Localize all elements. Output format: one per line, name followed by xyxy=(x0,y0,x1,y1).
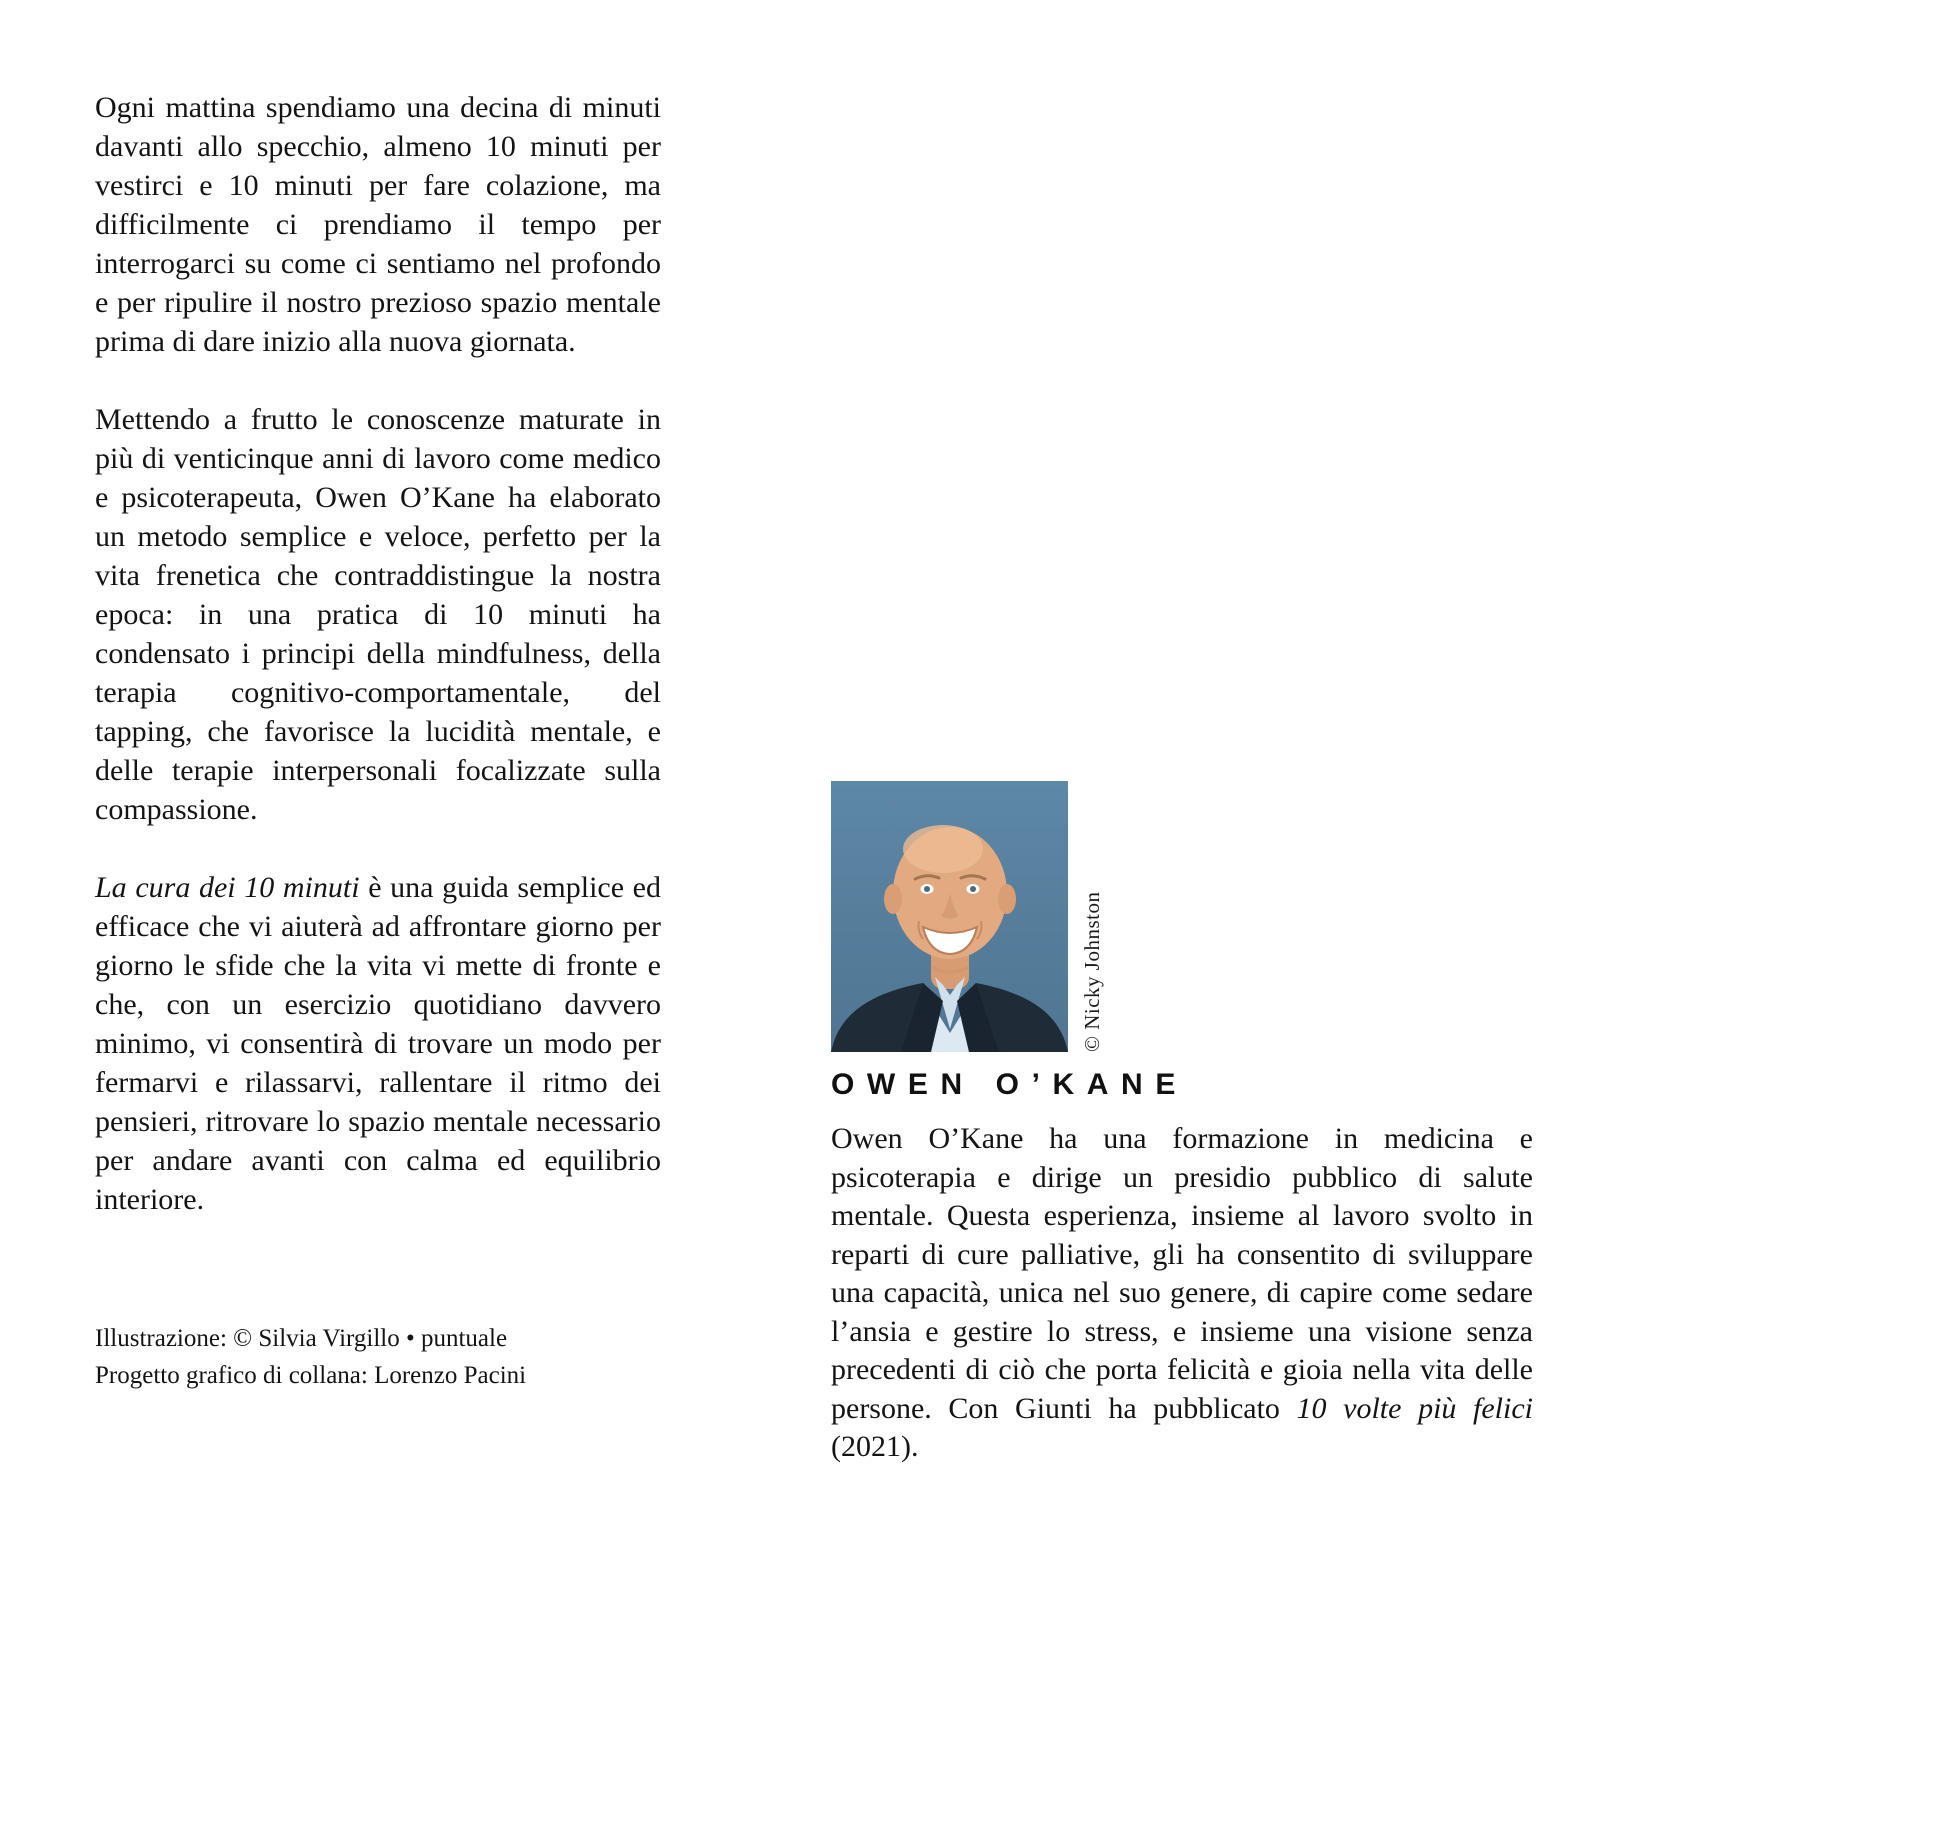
paragraph-book-description-rest: è una guida semplice ed efficace che vi aiuterà ad affrontare giorno per giorno le sfide che la vita vi mette di fronte e che, con un esercizio quotidiano davvero minimo, vi consentirà di trovare un modo per fermarvi e rilassarvi, rallentare il ritmo dei pensieri, ritrovare lo spazio mentale necessario per andare avanti con calma ed equilibrio interiore. xyxy=(95,871,661,1216)
author-photo xyxy=(831,781,1068,1052)
paragraph-book-description xyxy=(95,868,661,1219)
book-title-italic: La cura dei 10 minuti xyxy=(95,871,360,904)
author-bio-text: Owen O’Kane ha una formazione in medicina e psicoterapia e dirige un presidio pubblico di salute mentale. Questa esperienza, insieme al lavoro svolto in reparti di cure palliative, gli ha consentito di sviluppare una capacità, unica nel suo genere, di capire come sedare l’ansia e gestire lo stress, e insieme una visione senza precedenti di ciò che porta felicità e gioia nella vita delle persone. Con Giunti ha pubblicato xyxy=(831,1122,1533,1425)
author-name-heading: OWEN O’KANE xyxy=(831,1068,1188,1101)
author-bio xyxy=(831,1120,1533,1467)
author-bio-year: (2021). xyxy=(831,1430,919,1463)
paragraph-method: Mettendo a frutto le conoscenze maturate in più di venticinque anni di lavoro come medico e psicoterapeuta, Owen O’Kane ha elaborato un metodo semplice e veloce, perfetto per la vita frenetica che contraddistingue la nostra epoca: in una pratica di 10 minuti ha condensato i principi della mindfulness, della terapia cognitivo-comportamentale, del tapping, che favorisce la lucidità mentale, e delle terapie interpersonali focalizzate sulla compassione. xyxy=(95,403,661,826)
author-photo-image xyxy=(831,781,1068,1052)
credit-illustration: Illustrazione: © Silvia Virgillo • puntuale xyxy=(95,1325,508,1352)
credit-design: Progetto grafico di collana: Lorenzo Pacini xyxy=(95,1362,527,1389)
photo-credit: © Nicky Johnston xyxy=(1080,891,1104,1052)
credits-block xyxy=(95,1320,695,1394)
paragraph-morning-routine: Ogni mattina spendiamo una decina di minuti davanti allo specchio, almeno 10 minuti per vestirci e 10 minuti per fare colazione, ma difficilmente ci prendiamo il tempo per interrogarci su come ci sentiamo nel profondo e per ripulire il nostro prezioso spazio mentale prima di dare inizio alla nuova giornata. xyxy=(95,91,661,358)
left-text-column xyxy=(95,88,661,1258)
author-bio-book-title-italic: 10 volte più felici xyxy=(1296,1391,1533,1425)
